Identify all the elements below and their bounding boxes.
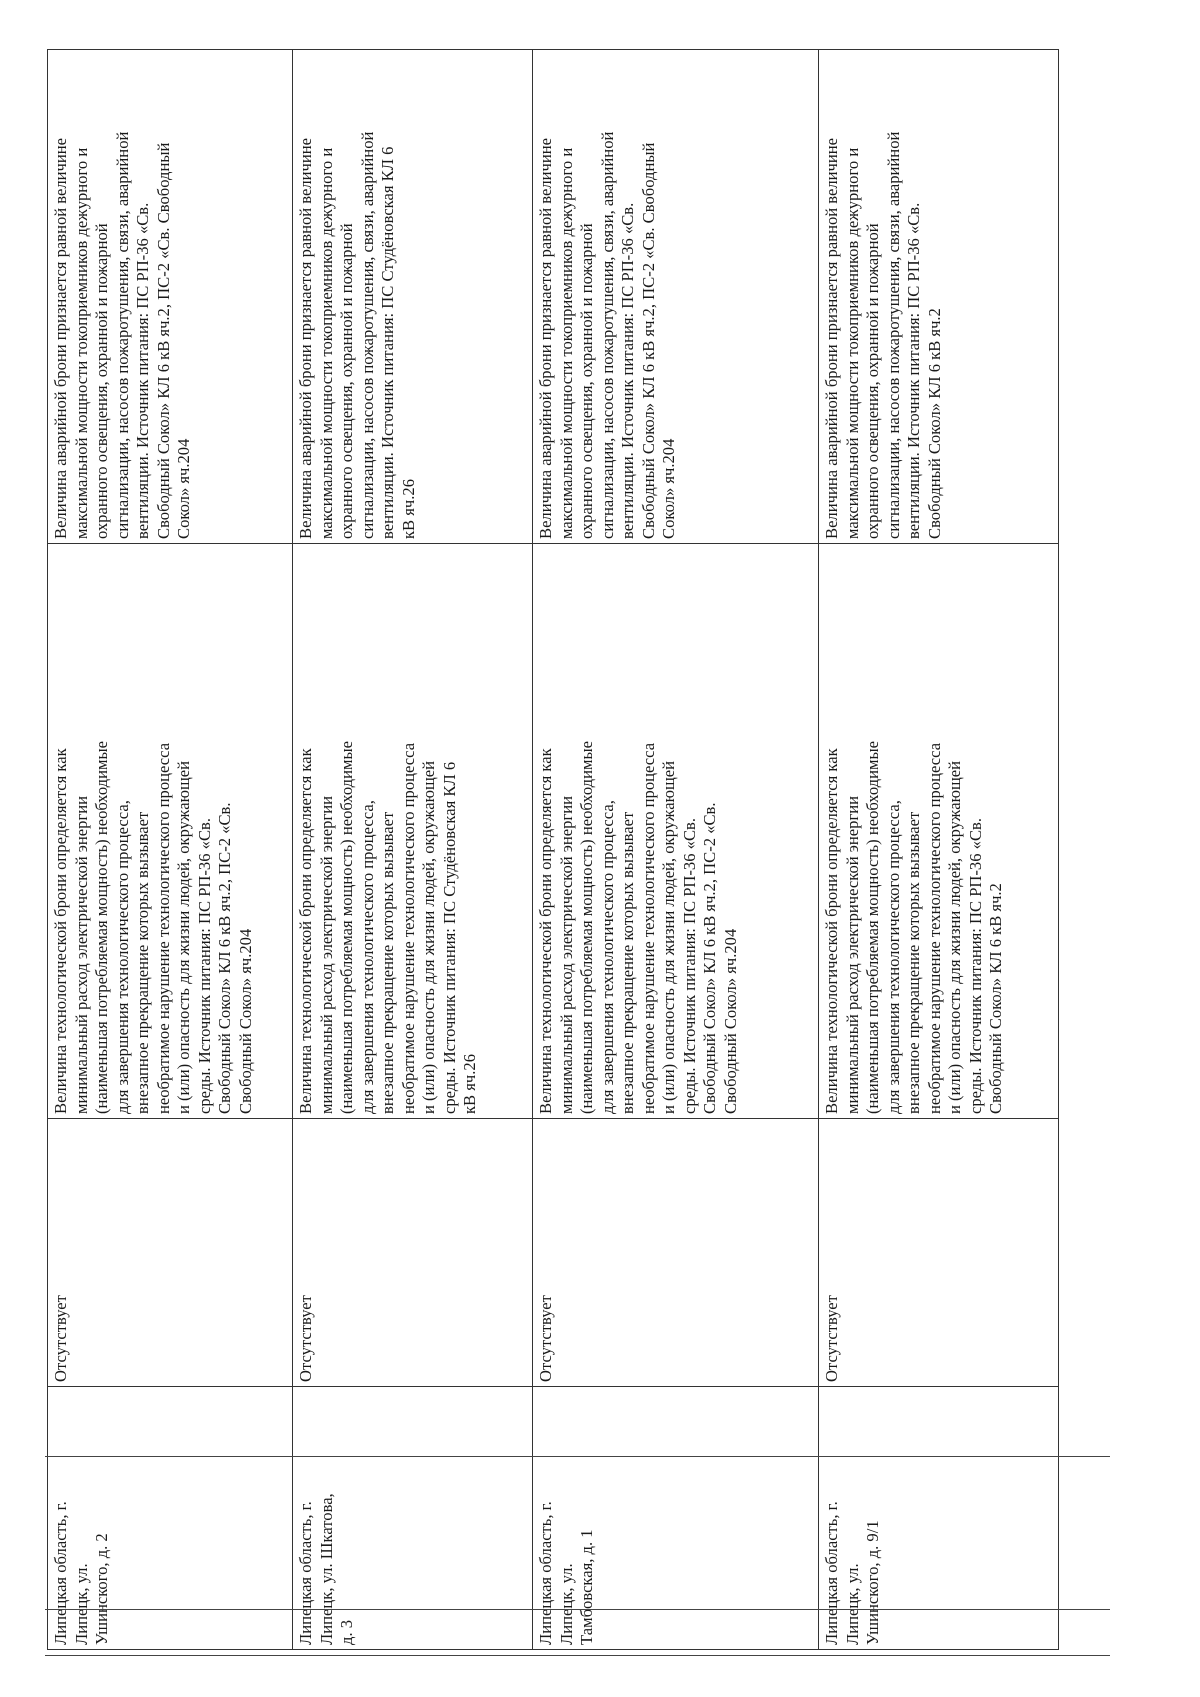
address-text: Липецкая область, г. Липецк, ул. Ушинского, д. 2 <box>51 1501 111 1645</box>
presence-cell <box>48 1119 293 1387</box>
presence-text: Отсутствует <box>51 1295 70 1382</box>
ruling-line <box>45 1456 1110 1457</box>
emergency-reserve-text: Величина аварийной брони признается равной величине максимальной мощности токоприемников дежурного и охранного освещения, охранной и пожарной сигнализации, насосов пожаротушения, связи, аварийной вентиляции. Источник питания: ПС РП-36 «Св. Свободный Сокол» КЛ 6 кВ яч.2 <box>822 131 944 539</box>
technological-reserve-cell <box>819 544 1059 1119</box>
technological-reserve-cell <box>293 544 533 1119</box>
presence-cell <box>293 1119 533 1387</box>
emergency-reserve-text: Величина аварийной брони признается равной величине максимальной мощности токоприемников дежурного и охранного освещения, охранной и пожарной сигнализации, насосов пожаротушения, связи, аварийной вентиляции. Источник питания: ПС РП-36 «Св. Свободный Сокол» КЛ 6 кВ яч.2, ПС-2 «Св. Свободный Сокол» яч.204 <box>51 131 193 539</box>
technological-reserve-cell <box>533 544 819 1119</box>
emergency-reserve-text: Величина аварийной брони признается равной величине максимальной мощности токоприемников дежурного и охранного освещения, охранной и пожарной сигнализации, насосов пожаротушения, связи, аварийной вентиляции. Источник питания: ПС Студёновская КЛ 6 кВ яч.26 <box>296 131 418 539</box>
address-text: Липецкая область, г. Липецк, ул. Шкатова, д. 3 <box>296 1493 356 1645</box>
presence-cell <box>533 1119 819 1387</box>
ruling-line <box>45 1655 1110 1656</box>
address-text: Липецкая область, г. Липецк, ул. Ушинского, д. 9/1 <box>822 1501 882 1645</box>
address-cell <box>48 1387 293 1650</box>
presence-text: Отсутствует <box>296 1295 315 1382</box>
power-reserve-table <box>47 49 1059 1650</box>
emergency-reserve-cell <box>48 50 293 544</box>
emergency-reserve-cell <box>293 50 533 544</box>
emergency-reserve-cell <box>533 50 819 544</box>
table-row <box>533 50 819 1650</box>
table-row <box>819 50 1059 1650</box>
technological-reserve-text: Величина технологической брони определяется как минимальный расход электрической энергии (наименьшая потребляемая мощность) необходимые для завершения технологического процесса, внезапное прекращение которых вызывает необратимое нарушение технологического процесса и (или) опасность для жизни людей, окружающей среды. Источник питания: ПС РП-36 «Св. Свободный Сокол» КЛ 6 кВ яч.2, ПС-2 «Св. Свободный Сокол» яч.204 <box>51 740 255 1114</box>
presence-cell <box>819 1119 1059 1387</box>
table-row <box>293 50 533 1650</box>
address-cell <box>293 1387 533 1650</box>
address-cell <box>819 1387 1059 1650</box>
technological-reserve-text: Величина технологической брони определяется как минимальный расход электрической энергии (наименьшая потребляемая мощность) необходимые для завершения технологического процесса, внезапное прекращение которых вызывает необратимое нарушение технологического процесса и (или) опасность для жизни людей, окружающей среды. Источник питания: ПС РП-36 «Св. Свободный Сокол» КЛ 6 кВ яч.2 <box>822 740 1005 1114</box>
technological-reserve-cell <box>48 544 293 1119</box>
emergency-reserve-cell <box>819 50 1059 544</box>
ruling-line <box>45 1609 1110 1610</box>
emergency-reserve-text: Величина аварийной брони признается равной величине максимальной мощности токоприемников дежурного и охранного освещения, охранной и пожарной сигнализации, насосов пожаротушения, связи, аварийной вентиляции. Источник питания: ПС РП-36 «Св. Свободный Сокол» КЛ 6 кВ яч.2, ПС-2 «Св. Свободный Сокол» яч.204 <box>536 131 678 539</box>
address-cell <box>533 1387 819 1650</box>
technological-reserve-text: Величина технологической брони определяется как минимальный расход электрической энергии (наименьшая потребляемая мощность) необходимые для завершения технологического процесса, внезапное прекращение которых вызывает необратимое нарушение технологического процесса и (или) опасность для жизни людей, окружающей среды. Источник питания: ПС РП-36 «Св. Свободный Сокол» КЛ 6 кВ яч.2, ПС-2 «Св. Свободный Сокол» яч.204 <box>536 740 740 1114</box>
table-row <box>48 50 293 1650</box>
address-text: Липецкая область, г. Липецк, ул. Тамбовская, д. 1 <box>536 1501 596 1645</box>
technological-reserve-text: Величина технологической брони определяется как минимальный расход электрической энергии (наименьшая потребляемая мощность) необходимые для завершения технологического процесса, внезапное прекращение которых вызывает необратимое нарушение технологического процесса и (или) опасность для жизни людей, окружающей среды. Источник питания: ПС Студёновская КЛ 6 кВ яч.26 <box>296 740 479 1114</box>
presence-text: Отсутствует <box>822 1295 841 1382</box>
presence-text: Отсутствует <box>536 1295 555 1382</box>
